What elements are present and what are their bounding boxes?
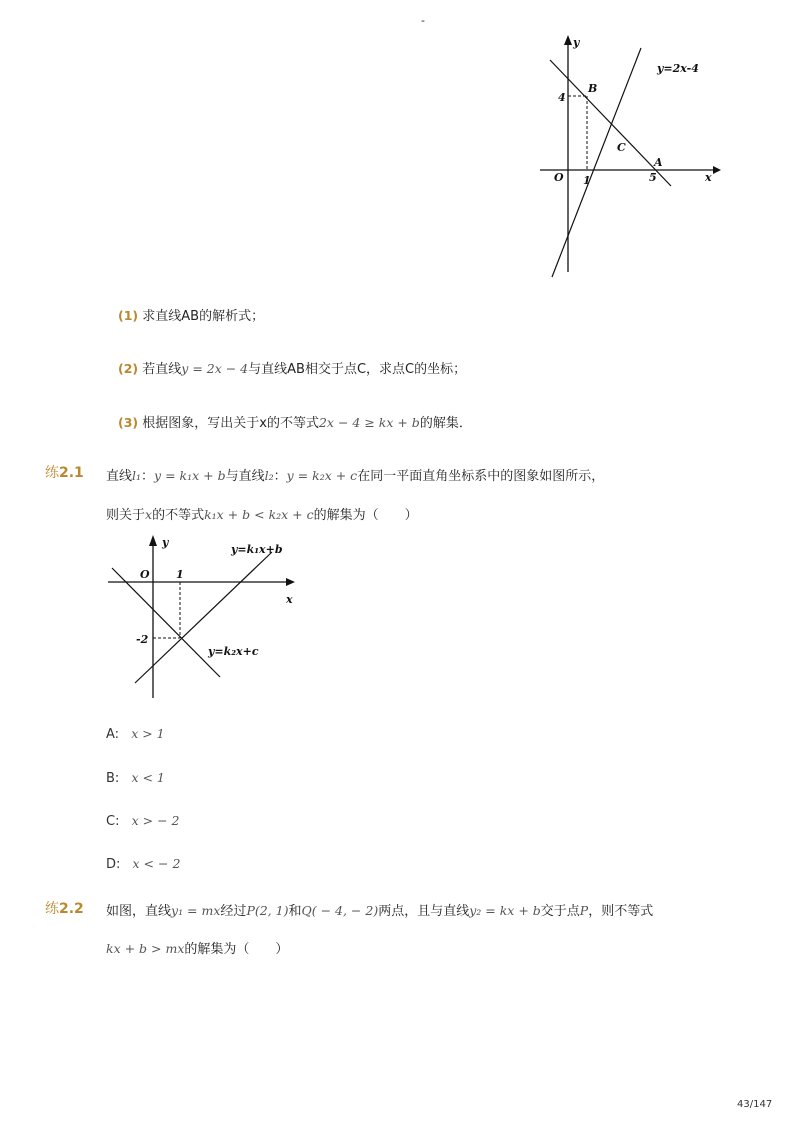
- line-k2: [112, 568, 220, 677]
- exercise-2-2-prefix: 练: [45, 901, 59, 917]
- ex21-var-x: x: [145, 507, 153, 522]
- ex22-text-e: 交于点: [540, 904, 580, 919]
- ex21-text-a: 直线: [106, 469, 133, 484]
- ex22-y1: y₁ = mx: [171, 903, 221, 918]
- ex21-text-c: 在同一平面直角坐标系中的图象如图所示，: [357, 469, 605, 484]
- option-d-letter: D:: [106, 857, 121, 872]
- tick-4-label: 4: [558, 91, 566, 104]
- question-1-text: 求直线AB的解析式；: [142, 309, 265, 324]
- line-2-label: y=k₂x+c: [208, 645, 259, 658]
- y-axis-label: y: [573, 36, 580, 49]
- ex21-colon-1: ：: [141, 469, 155, 484]
- y-axis-label: y: [162, 536, 169, 549]
- exercise-2-2-tag: [45, 898, 84, 918]
- option-c[interactable]: [106, 813, 179, 829]
- question-2-math: y = 2x − 4: [181, 361, 249, 376]
- ex22-y2: y₂ = kx + b: [469, 903, 541, 918]
- question-3-text-b: 的解集．: [419, 416, 472, 431]
- origin-label: O: [140, 568, 150, 581]
- exercise-2-2-number: 2.2: [59, 901, 84, 917]
- ex22-point-p: P(2, 1): [246, 903, 289, 918]
- figure-1-graph: [530, 30, 730, 285]
- tick-1-label: 1: [583, 174, 591, 187]
- tick-5-label: 5: [649, 171, 657, 184]
- ex21-l2-equation: y = k₂x + c: [286, 468, 358, 483]
- ex22-text-b: 经过: [220, 904, 247, 919]
- line-1-label: y=k₁x+b: [231, 543, 283, 556]
- ex22-p-name: P: [579, 903, 589, 918]
- exercise-2-2-line-1: [106, 900, 653, 919]
- exercise-2-1-line-2: [106, 504, 418, 523]
- question-2-text-a: 若直线: [142, 362, 182, 377]
- question-2-number: (2): [118, 361, 139, 376]
- question-3-math: 2x − 4 ≥ kx + b: [318, 415, 420, 430]
- ex22-text-c: 和: [288, 904, 302, 919]
- question-2-text-b: 与直线AB相交于点C，求点C的坐标；: [248, 362, 467, 377]
- option-c-letter: C:: [106, 814, 120, 829]
- tick-1-label: 1: [176, 568, 184, 581]
- y-axis-arrow: [564, 35, 572, 45]
- ex21-inequality: k₁x + b < k₂x + c: [204, 507, 314, 522]
- question-1-number: (1): [118, 308, 139, 323]
- x-axis-arrow: [713, 166, 721, 174]
- option-d[interactable]: [106, 856, 180, 872]
- ex21-line2-text-a: 则关于: [106, 508, 146, 523]
- ex22-point-q: Q( − 4, − 2): [301, 903, 379, 918]
- ex21-l1-name: l₁: [132, 468, 142, 483]
- origin-label: O: [554, 171, 564, 184]
- question-3-number: (3): [118, 415, 139, 430]
- option-a-value: x > 1: [131, 726, 165, 741]
- tick-minus-2-label: -2: [136, 633, 149, 646]
- option-b-letter: B:: [106, 771, 120, 786]
- question-1: [118, 305, 264, 324]
- option-b-value: x < 1: [131, 770, 165, 785]
- ex22-text-f: ，则不等式: [588, 904, 654, 919]
- question-3: [118, 412, 472, 431]
- x-axis-label: x: [286, 593, 293, 606]
- header-mark: -: [421, 14, 425, 27]
- option-d-value: x < − 2: [132, 856, 181, 871]
- exercise-2-1-tag: [45, 462, 84, 482]
- option-a-letter: A:: [106, 727, 120, 742]
- point-a-label: A: [654, 156, 663, 169]
- ex22-inequality: kx + b > mx: [106, 941, 185, 956]
- ex21-line2-text-c: 的解集为（ ）: [313, 508, 418, 523]
- ex21-text-b: 与直线: [225, 469, 265, 484]
- option-a[interactable]: [106, 726, 165, 742]
- page-number: 43/147: [737, 1099, 773, 1110]
- question-2: [118, 358, 466, 377]
- option-c-value: x > − 2: [131, 813, 180, 828]
- option-b[interactable]: [106, 770, 165, 786]
- exercise-2-1-line-1: [106, 465, 604, 484]
- question-3-text-a: 根据图象，写出关于x的不等式: [142, 416, 319, 431]
- ex21-l1-equation: y = k₁x + b: [154, 468, 226, 483]
- x-axis-arrow: [286, 578, 295, 586]
- point-b-label: B: [588, 82, 598, 95]
- x-axis-label: x: [705, 171, 712, 184]
- exercise-2-1-prefix: 练: [45, 465, 59, 481]
- exercise-2-2-line-2: [106, 938, 288, 957]
- point-c-label: C: [617, 141, 626, 154]
- ex22-text-a: 如图，直线: [106, 904, 172, 919]
- y-axis-arrow: [149, 535, 157, 546]
- ex21-colon-2: ：: [273, 469, 287, 484]
- line-k1: [135, 552, 272, 683]
- ex22-text-d: 两点，且与直线: [378, 904, 470, 919]
- ex21-l2-name: l₂: [264, 468, 274, 483]
- line-equation-label: y=2x-4: [657, 62, 699, 75]
- ex21-line2-text-b: 的不等式: [152, 508, 205, 523]
- figure-2-graph: [100, 530, 305, 702]
- exercise-2-1-number: 2.1: [59, 465, 84, 481]
- ex22-text-g: 的解集为（ ）: [184, 942, 289, 957]
